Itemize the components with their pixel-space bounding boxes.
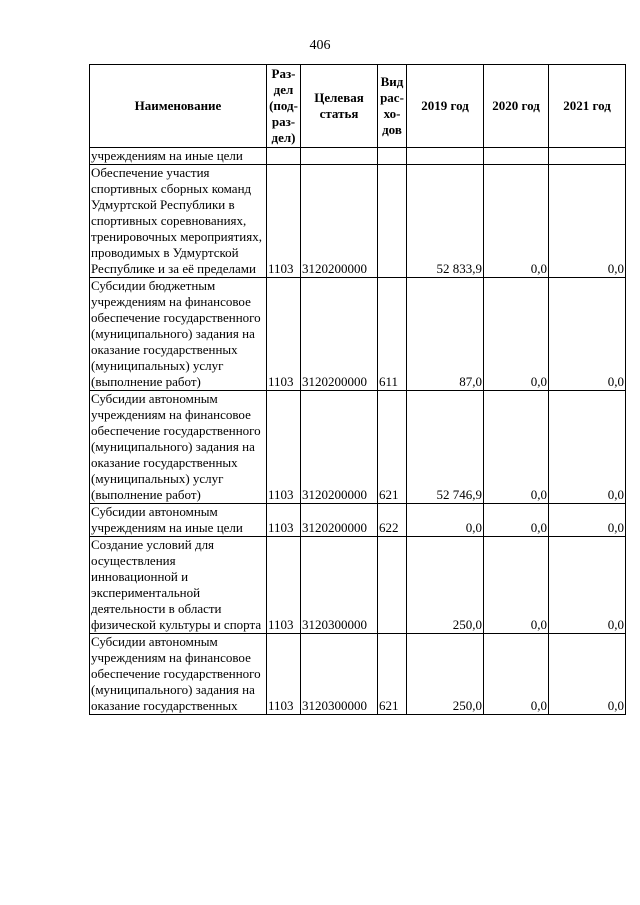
cell-2019: 250,0 — [407, 634, 484, 715]
cell-2020: 0,0 — [484, 165, 549, 278]
cell-name: Создание условий для осуществления инновационной и экспериментальной деятельности в области физической культуры и спорта — [90, 537, 267, 634]
header-tselevaya: Целевая статья — [301, 65, 378, 148]
header-2019: 2019 год — [407, 65, 484, 148]
cell-razdel: 1103 — [267, 504, 301, 537]
cell-vid: 621 — [378, 391, 407, 504]
cell-2020 — [484, 148, 549, 165]
cell-2021: 0,0 — [549, 634, 626, 715]
table-row — [90, 165, 626, 278]
cell-razdel: 1103 — [267, 634, 301, 715]
cell-tselevaya: 3120200000 — [301, 504, 378, 537]
cell-2019: 87,0 — [407, 278, 484, 391]
header-razdel: Раз- дел (под- раз- дел) — [267, 65, 301, 148]
cell-tselevaya: 3120200000 — [301, 278, 378, 391]
cell-tselevaya — [301, 148, 378, 165]
table-row — [90, 634, 626, 715]
cell-razdel: 1103 — [267, 391, 301, 504]
cell-2019: 52 746,9 — [407, 391, 484, 504]
table-row — [90, 391, 626, 504]
cell-tselevaya: 3120300000 — [301, 537, 378, 634]
cell-name: учреждениям на иные цели — [90, 148, 267, 165]
cell-razdel — [267, 148, 301, 165]
table-row — [90, 537, 626, 634]
cell-2021: 0,0 — [549, 165, 626, 278]
cell-vid — [378, 537, 407, 634]
cell-2021: 0,0 — [549, 391, 626, 504]
cell-vid: 621 — [378, 634, 407, 715]
cell-name: Субсидии автономным учреждениям на финансовое обеспечение государственного (муниципального) задания на оказание государственных — [90, 634, 267, 715]
cell-2021 — [549, 148, 626, 165]
cell-2020: 0,0 — [484, 391, 549, 504]
cell-2019: 250,0 — [407, 537, 484, 634]
cell-name: Обеспечение участия спортивных сборных команд Удмуртской Республики в спортивных соревнованиях, тренировочных мероприятиях, проводимых в Удмуртской Республике и за её пределами — [90, 165, 267, 278]
cell-2019 — [407, 148, 484, 165]
header-2021: 2021 год — [549, 65, 626, 148]
cell-2021: 0,0 — [549, 278, 626, 391]
cell-tselevaya: 3120200000 — [301, 165, 378, 278]
cell-vid: 611 — [378, 278, 407, 391]
cell-name: Субсидии автономным учреждениям на иные цели — [90, 504, 267, 537]
cell-2020: 0,0 — [484, 537, 549, 634]
budget-table — [89, 64, 626, 715]
cell-2019: 0,0 — [407, 504, 484, 537]
cell-tselevaya: 3120300000 — [301, 634, 378, 715]
cell-vid — [378, 148, 407, 165]
cell-vid — [378, 165, 407, 278]
header-name: Наименование — [90, 65, 267, 148]
cell-2020: 0,0 — [484, 634, 549, 715]
cell-2019: 52 833,9 — [407, 165, 484, 278]
page-number: 406 — [309, 38, 331, 53]
cell-razdel: 1103 — [267, 165, 301, 278]
cell-2020: 0,0 — [484, 278, 549, 391]
header-row — [90, 65, 626, 148]
table-row — [90, 504, 626, 537]
table-row — [90, 278, 626, 391]
cell-2021: 0,0 — [549, 537, 626, 634]
table-row — [90, 148, 626, 165]
cell-tselevaya: 3120200000 — [301, 391, 378, 504]
cell-razdel: 1103 — [267, 278, 301, 391]
cell-name: Субсидии бюджетным учреждениям на финансовое обеспечение государственного (муниципального) задания на оказание государственных (муниципальных) услуг (выполнение работ) — [90, 278, 267, 391]
header-vid: Вид рас- хо- дов — [378, 65, 407, 148]
header-2020: 2020 год — [484, 65, 549, 148]
cell-2021: 0,0 — [549, 504, 626, 537]
cell-razdel: 1103 — [267, 537, 301, 634]
cell-2020: 0,0 — [484, 504, 549, 537]
cell-name: Субсидии автономным учреждениям на финансовое обеспечение государственного (муниципального) задания на оказание государственных (муниципальных) услуг (выполнение работ) — [90, 391, 267, 504]
cell-vid: 622 — [378, 504, 407, 537]
